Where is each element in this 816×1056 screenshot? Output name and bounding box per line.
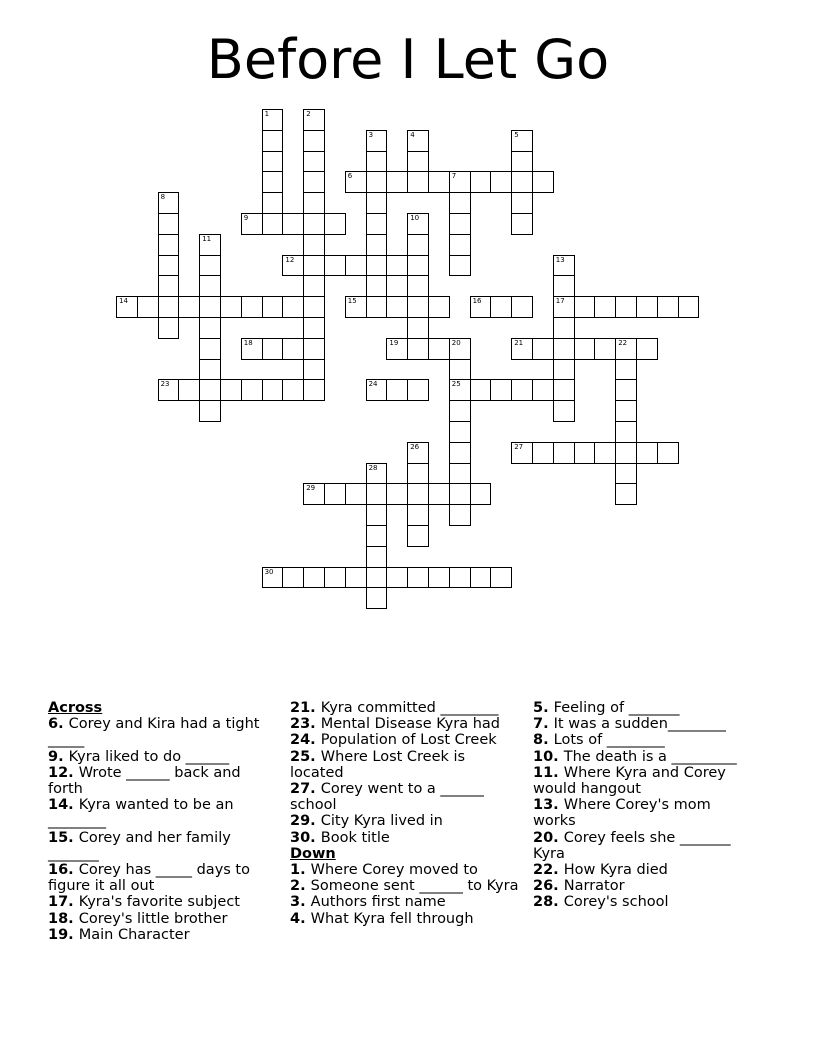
grid-cell[interactable] [262,296,284,318]
grid-cell[interactable] [470,567,492,589]
clue-item: 19. Main Character [48,926,190,943]
clue-item: 2. Someone sent ______ to Kyra [290,878,519,895]
clue-item: 29. City Kyra lived in [290,813,443,830]
clue-number: 29 [306,484,316,493]
clue-item: 22. How Kyra died [533,862,668,879]
grid-cell[interactable] [262,379,284,401]
clue-item: 30. Book title [290,829,390,846]
grid-cell[interactable] [511,151,533,173]
grid-cell[interactable] [366,296,388,318]
grid-cell[interactable] [366,275,388,297]
grid-cell[interactable] [116,296,138,318]
grid-cell[interactable] [178,379,200,401]
grid-cell[interactable] [553,379,575,401]
grid-cell[interactable] [449,442,471,464]
grid-cell[interactable] [574,296,596,318]
clue-item: 7. It was a sudden________ [533,716,726,733]
clue-number: 10 [410,214,420,222]
grid-cell[interactable] [407,255,429,277]
grid-cell[interactable] [366,130,388,152]
grid-cell[interactable] [490,567,512,589]
grid-cell[interactable] [158,296,180,318]
grid-cell[interactable] [303,359,325,381]
grid-cell[interactable] [324,255,346,277]
grid-cell[interactable] [199,379,221,401]
clue-item: 27. Corey went to a ______ school [290,781,484,814]
clue-number: 5 [514,130,519,139]
grid-cell[interactable] [303,567,325,589]
grid-cell[interactable] [407,234,429,256]
grid-cell[interactable] [511,171,533,193]
clue-number: 1 [264,110,270,118]
grid-cell[interactable] [574,338,596,360]
grid-cell[interactable] [511,338,533,360]
grid-cell[interactable] [636,296,658,318]
clue-item: 9. Kyra liked to do ______ [48,748,230,765]
grid-cell[interactable] [303,192,325,214]
grid-cell[interactable] [199,255,221,277]
grid-cell[interactable] [282,213,304,235]
grid-cell[interactable] [262,109,284,131]
grid-cell[interactable] [678,296,700,318]
clue-column-2 [290,700,520,927]
clue-item: 8. Lots of ________ [533,732,665,749]
clue-column-3 [533,700,758,911]
grid-cell[interactable] [407,275,429,297]
grid-cell[interactable] [386,567,408,589]
grid-cell[interactable] [262,213,284,235]
grid-cell[interactable] [615,442,637,464]
clue-number: 23 [160,380,170,389]
grid-cell[interactable] [594,338,616,360]
grid-cell[interactable] [303,338,325,360]
clue-number: 2 [306,110,311,118]
grid-cell[interactable] [636,442,658,464]
grid-cell[interactable] [615,379,637,401]
clue-number: 4 [410,130,415,139]
grid-cell[interactable] [553,338,575,360]
grid-cell[interactable] [615,338,637,360]
grid-cell[interactable] [158,192,180,214]
clue-number: 30 [264,567,274,576]
grid-cell[interactable] [366,463,388,485]
grid-cell[interactable] [407,379,429,401]
grid-cell[interactable] [449,213,471,235]
grid-cell[interactable] [262,338,284,360]
grid-cell[interactable] [199,359,221,381]
clue-item: 23. Mental Disease Kyra had [290,716,500,733]
grid-cell[interactable] [407,213,429,235]
grid-cell[interactable] [407,296,429,318]
grid-cell[interactable] [303,317,325,339]
grid-cell[interactable] [158,379,180,401]
grid-cell[interactable] [490,171,512,193]
grid-cell[interactable] [241,379,263,401]
grid-cell[interactable] [386,255,408,277]
grid-cell[interactable] [366,213,388,235]
grid-cell[interactable] [470,483,492,505]
grid-cell[interactable] [532,379,554,401]
grid-cell[interactable] [303,255,325,277]
grid-cell[interactable] [262,567,284,589]
grid-cell[interactable] [407,338,429,360]
grid-cell[interactable] [178,296,200,318]
grid-cell[interactable] [532,442,554,464]
grid-cell[interactable] [282,255,304,277]
clue-heading: Down [290,845,336,862]
grid-cell[interactable] [199,234,221,256]
clue-item: 25. Where Lost Creek is located [290,748,466,781]
grid-cell[interactable] [199,317,221,339]
grid-cell[interactable] [241,296,263,318]
grid-cell[interactable] [553,275,575,297]
clue-item: 11. Where Kyra and Corey would hangout [533,764,726,798]
clue-number: 24 [368,380,378,389]
grid-cell[interactable] [615,296,637,318]
grid-cell[interactable] [386,171,408,193]
grid-cell[interactable] [262,192,284,214]
grid-cell[interactable] [407,504,429,526]
grid-cell[interactable] [428,483,450,505]
clue-item: 15. Corey and her family _______ [48,829,231,862]
grid-cell[interactable] [407,463,429,485]
grid-cell[interactable] [282,338,304,360]
clue-item: 3. Authors first name [290,894,446,911]
grid-cell[interactable] [449,400,471,422]
grid-cell[interactable] [449,338,471,360]
clue-item: 17. Kyra's favorite subject [48,894,240,911]
clue-item: 13. Where Corey's mom works [533,797,711,830]
clue-number: 22 [618,338,628,347]
clue-item: 24. Population of Lost Creek [290,732,497,749]
clue-number: 21 [514,338,524,347]
grid-cell[interactable] [220,296,242,318]
grid-cell[interactable] [553,255,575,277]
grid-cell[interactable] [657,442,679,464]
clue-item: 18. Corey's little brother [48,910,228,927]
grid-cell[interactable] [449,567,471,589]
grid-cell[interactable] [303,379,325,401]
clue-number: 18 [243,338,253,347]
grid-cell[interactable] [366,379,388,401]
grid-cell[interactable] [511,213,533,235]
clue-item: 14. Kyra wanted to be an ________ [48,797,234,830]
clue-item: 10. The death is a _________ [533,748,737,765]
clue-item: 26. Narrator [533,878,625,895]
grid-cell[interactable] [303,296,325,318]
grid-cell[interactable] [199,296,221,318]
grid-cell[interactable] [594,296,616,318]
grid-cell[interactable] [282,296,304,318]
grid-cell[interactable] [262,130,284,152]
grid-cell[interactable] [303,483,325,505]
grid-cell[interactable] [324,213,346,235]
grid-cell[interactable] [158,234,180,256]
grid-cell[interactable] [345,483,367,505]
grid-cell[interactable] [553,359,575,381]
clue-item: 4. What Kyra fell through [290,910,474,927]
grid-cell[interactable] [532,338,554,360]
grid-cell[interactable] [511,442,533,464]
grid-cell[interactable] [615,359,637,381]
clue-number: 3 [368,130,374,139]
grid-cell[interactable] [345,567,367,589]
clue-number: 7 [451,172,457,181]
clue-item: 20. Corey feels she _______ Kyra [533,829,731,862]
grid-cell[interactable] [386,379,408,401]
grid-cell[interactable] [262,151,284,173]
clue-number: 9 [243,214,249,222]
grid-cell[interactable] [511,192,533,214]
grid-cell[interactable] [137,296,159,318]
grid-cell[interactable] [470,171,492,193]
grid-cell[interactable] [511,296,533,318]
grid-cell[interactable] [615,463,637,485]
clue-number: 20 [451,338,461,347]
grid-cell[interactable] [366,504,388,526]
grid-cell[interactable] [262,171,284,193]
grid-cell[interactable] [241,338,263,360]
grid-cell[interactable] [428,338,450,360]
grid-cell[interactable] [345,255,367,277]
clue-item: 12. Wrote ______ back and forth [48,764,241,798]
grid-cell[interactable] [407,442,429,464]
clue-number: 13 [555,255,565,264]
clue-number: 15 [347,297,357,306]
grid-cell[interactable] [636,338,658,360]
grid-cell[interactable] [449,463,471,485]
grid-cell[interactable] [470,379,492,401]
grid-cell[interactable] [615,400,637,422]
grid-cell[interactable] [449,255,471,277]
grid-cell[interactable] [303,234,325,256]
clue-item: 1. Where Corey moved to [290,862,478,879]
grid-cell[interactable] [615,421,637,443]
grid-cell[interactable] [657,296,679,318]
grid-cell[interactable] [490,296,512,318]
grid-cell[interactable] [158,255,180,277]
grid-cell[interactable] [407,130,429,152]
grid-cell[interactable] [449,359,471,381]
clue-item: 21. Kyra committed ________ [290,700,499,716]
grid-cell[interactable] [366,171,388,193]
grid-cell[interactable] [386,338,408,360]
grid-cell[interactable] [199,338,221,360]
grid-cell[interactable] [199,400,221,422]
grid-cell[interactable] [366,483,388,505]
grid-cell[interactable] [449,171,471,193]
grid-cell[interactable] [366,567,388,589]
puzzle-title: Before I Let Go [206,28,610,91]
grid-cell[interactable] [553,317,575,339]
grid-cell[interactable] [199,275,221,297]
grid-cell[interactable] [470,296,492,318]
clue-number: 25 [451,380,461,389]
clue-number: 16 [472,297,482,306]
grid-cell[interactable] [449,234,471,256]
grid-cell[interactable] [303,151,325,173]
grid-cell[interactable] [449,483,471,505]
grid-cell[interactable] [366,234,388,256]
grid-cell[interactable] [449,421,471,443]
grid-cell[interactable] [324,567,346,589]
clue-column-1 [48,700,263,943]
clue-number: 17 [555,297,565,306]
grid-cell[interactable] [303,171,325,193]
clue-item: 5. Feeling of _______ [533,700,680,716]
grid-cell[interactable] [158,317,180,339]
clue-number: 28 [368,463,378,472]
grid-cell[interactable] [428,567,450,589]
grid-cell[interactable] [158,213,180,235]
clue-number: 27 [514,442,524,451]
clue-item: 6. Corey and Kira had a tight _____ [48,716,260,749]
grid-cell[interactable] [345,171,367,193]
grid-cell[interactable] [574,442,596,464]
grid-cell[interactable] [366,255,388,277]
grid-cell[interactable] [366,525,388,547]
grid-cell[interactable] [282,567,304,589]
grid-cell[interactable] [532,171,554,193]
grid-cell[interactable] [428,296,450,318]
grid-cell[interactable] [490,379,512,401]
grid-cell[interactable] [220,379,242,401]
grid-cell[interactable] [407,483,429,505]
grid-cell[interactable] [407,567,429,589]
grid-cell[interactable] [449,192,471,214]
grid-cell[interactable] [594,442,616,464]
clue-number: 11 [202,234,212,243]
grid-cell[interactable] [386,296,408,318]
clue-number: 26 [410,442,420,451]
clue-number: 14 [119,297,128,306]
clue-number: 19 [389,338,399,347]
grid-cell[interactable] [428,171,450,193]
grid-cell[interactable] [449,379,471,401]
clue-heading: Across [48,700,103,716]
grid-cell[interactable] [345,296,367,318]
grid-cell[interactable] [366,192,388,214]
grid-cell[interactable] [158,275,180,297]
clue-number: 8 [160,193,166,202]
grid-cell[interactable] [303,275,325,297]
grid-cell[interactable] [303,130,325,152]
clue-number: 12 [285,255,295,264]
grid-cell[interactable] [386,483,408,505]
grid-cell[interactable] [366,151,388,173]
grid-cell[interactable] [553,296,575,318]
grid-cell[interactable] [511,379,533,401]
grid-cell[interactable] [553,442,575,464]
clue-item: 28. Corey's school [533,894,669,911]
grid-cell[interactable] [449,504,471,526]
grid-cell[interactable] [282,379,304,401]
grid-cell[interactable] [407,525,429,547]
grid-cell[interactable] [303,109,325,131]
grid-cell[interactable] [407,151,429,173]
grid-cell[interactable] [366,546,388,568]
grid-cell[interactable] [407,317,429,339]
grid-cell[interactable] [366,587,388,609]
grid-cell[interactable] [303,213,325,235]
grid-cell[interactable] [241,213,263,235]
grid-cell[interactable] [407,171,429,193]
grid-cell[interactable] [324,483,346,505]
grid-cell[interactable] [511,130,533,152]
grid-cell[interactable] [615,483,637,505]
clue-number: 6 [347,172,353,181]
clue-item: 16. Corey has _____ days to figure it all out [48,862,250,895]
grid-cell[interactable] [553,400,575,422]
